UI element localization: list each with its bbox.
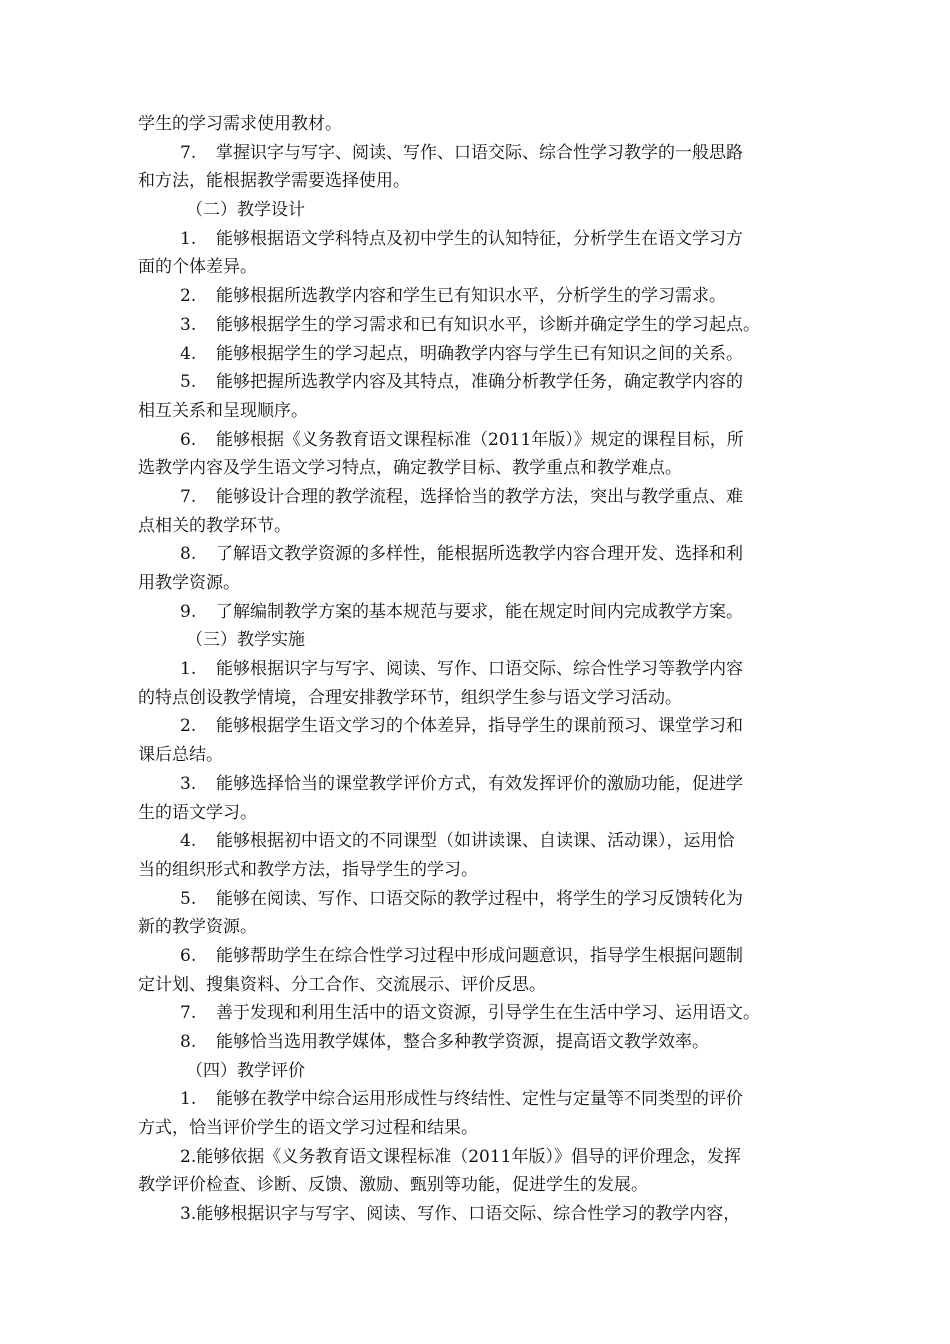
item-text: 能够在教学中综合运用形成性与终结性、定性与定量等不同类型的评价 bbox=[216, 1089, 743, 1110]
item-number: 7. bbox=[180, 1003, 197, 1024]
item-text: 了解编制教学方案的基本规范与要求，能在规定时间内完成教学方案。 bbox=[216, 601, 743, 622]
list-item-7-line-1 bbox=[138, 139, 828, 168]
item-text: 善于发现和利用生活中的语文资源，引导学生在生活中学习、运用语文。 bbox=[216, 1003, 760, 1024]
item-text: 能够帮助学生在综合性学习过程中形成问题意识，指导学生根据问题制 bbox=[216, 945, 743, 966]
item-text: 能够根据所选教学内容和学生已有知识水平，分析学生的学习需求。 bbox=[216, 286, 726, 307]
design-item-6-line-1 bbox=[138, 426, 828, 455]
implement-item-4-line-1 bbox=[138, 827, 828, 856]
design-item-1-line-1 bbox=[138, 225, 828, 254]
item-text: 能够根据识字与写字、阅读、写作、口语交际、综合性学习等教学内容 bbox=[216, 659, 743, 680]
item-number: 4. bbox=[180, 343, 197, 364]
design-item-5-line-1 bbox=[138, 368, 828, 397]
implement-item-3-line-2: 生的语文学习。 bbox=[138, 802, 257, 823]
evaluation-item-1-line-1 bbox=[138, 1085, 828, 1114]
design-item-5-line-2: 相互关系和呈现顺序。 bbox=[138, 400, 308, 421]
item-number: 8. bbox=[180, 1032, 197, 1052]
design-item-4 bbox=[138, 340, 828, 369]
item-text: 能够根据初中语文的不同课型（如讲读课、自读课、活动课），运用恰 bbox=[216, 831, 735, 852]
item-number: 4. bbox=[180, 831, 197, 852]
design-item-1-line-2: 面的个体差异。 bbox=[138, 257, 257, 278]
evaluation-item-3-line-1: 3.能够根据识字与写字、阅读、写作、口语交际、综合性学习的教学内容， bbox=[180, 1204, 741, 1225]
section-heading-2: （二）教学设计 bbox=[186, 200, 305, 221]
design-item-8-line-1 bbox=[138, 540, 828, 569]
item-text: 能够根据学生语文学习的个体差异，指导学生的课前预习、课堂学习和 bbox=[216, 716, 743, 737]
design-item-7-line-1 bbox=[138, 483, 828, 512]
implement-item-7 bbox=[138, 999, 828, 1028]
design-item-7-line-2: 点相关的教学环节。 bbox=[138, 515, 291, 536]
item-text: 能够设计合理的教学流程，选择恰当的教学方法，突出与教学重点、难 bbox=[216, 486, 743, 507]
evaluation-item-1-line-2: 方式，恰当评价学生的语文学习过程和结果。 bbox=[138, 1118, 478, 1139]
item-number: 1. bbox=[180, 1089, 197, 1110]
implement-item-2-line-1 bbox=[138, 712, 828, 741]
implement-item-5-line-2: 新的教学资源。 bbox=[138, 917, 257, 938]
item-number: 3. bbox=[180, 773, 197, 794]
item-number: 2. bbox=[180, 716, 197, 737]
item-number: 5. bbox=[180, 372, 197, 393]
evaluation-item-2-line-1: 2.能够依据《义务教育语文课程标准（2011年版）》倡导的评价理念，发挥 bbox=[180, 1146, 741, 1167]
list-item-7-line-2: 和方法，能根据教学需要选择使用。 bbox=[138, 171, 410, 192]
implement-item-5-line-1 bbox=[138, 885, 828, 914]
item-number: 7. bbox=[180, 486, 197, 507]
item-number: 8. bbox=[180, 544, 197, 565]
item-number: 2. bbox=[180, 286, 197, 307]
implement-item-2-line-2: 课后总结。 bbox=[138, 745, 223, 766]
item-text: 能够根据学生的学习起点，明确教学内容与学生已有知识之间的关系。 bbox=[216, 343, 743, 364]
item-text: 能够根据《义务教育语文课程标准（2011年版）》规定的课程目标，所 bbox=[216, 429, 744, 450]
item-text: 掌握识字与写字、阅读、写作、口语交际、综合性学习教学的一般思路 bbox=[216, 142, 743, 163]
item-text: 能够在阅读、写作、口语交际的教学过程中，将学生的学习反馈转化为 bbox=[216, 888, 743, 909]
implement-item-3-line-1 bbox=[138, 770, 828, 799]
item-number: 1. bbox=[180, 228, 197, 249]
item-number: 5. bbox=[180, 888, 197, 909]
item-text: 了解语文教学资源的多样性，能根据所选教学内容合理开发、选择和利 bbox=[216, 544, 743, 565]
design-item-6-line-2: 选教学内容及学生语文学习特点，确定教学目标、教学重点和教学难点。 bbox=[138, 458, 682, 479]
implement-item-8 bbox=[138, 1028, 828, 1057]
item-number: 6. bbox=[180, 429, 197, 450]
item-number: 6. bbox=[180, 945, 197, 966]
item-number: 3. bbox=[180, 314, 197, 335]
implement-item-6-line-2: 定计划、搜集资料、分工合作、交流展示、评价反思。 bbox=[138, 974, 546, 995]
evaluation-item-2-line-2: 教学评价检查、诊断、反馈、激励、甄别等功能，促进学生的发展。 bbox=[138, 1175, 648, 1196]
design-item-2 bbox=[138, 282, 828, 311]
item-text: 能够恰当选用教学媒体，整合多种教学资源，提高语文教学效率。 bbox=[216, 1032, 709, 1052]
item-text: 能够把握所选教学内容及其特点，准确分析教学任务，确定教学内容的 bbox=[216, 372, 743, 393]
design-item-3 bbox=[138, 311, 828, 340]
implement-item-4-line-2: 当的组织形式和教学方法，指导学生的学习。 bbox=[138, 859, 478, 880]
design-item-9 bbox=[138, 598, 828, 627]
item-number: 7. bbox=[180, 142, 197, 163]
item-text: 能够根据学生的学习需求和已有知识水平，诊断并确定学生的学习起点。 bbox=[216, 314, 760, 335]
item-number: 1. bbox=[180, 659, 197, 680]
section-heading-4: （四）教学评价 bbox=[186, 1060, 305, 1081]
paragraph-line: 学生的学习需求使用教材。 bbox=[138, 114, 342, 134]
implement-item-1-line-1 bbox=[138, 655, 828, 684]
document-body bbox=[138, 110, 828, 1229]
section-heading-3: （三）教学实施 bbox=[186, 630, 305, 651]
item-number: 9. bbox=[180, 601, 197, 622]
implement-item-6-line-1 bbox=[138, 942, 828, 971]
design-item-8-line-2: 用教学资源。 bbox=[138, 573, 240, 593]
item-text: 能够根据语文学科特点及初中学生的认知特征，分析学生在语文学习方 bbox=[216, 228, 743, 249]
implement-item-1-line-2: 的特点创设教学情境，合理安排教学环节，组织学生参与语文学习活动。 bbox=[138, 687, 682, 708]
item-text: 能够选择恰当的课堂教学评价方式，有效发挥评价的激励功能，促进学 bbox=[216, 773, 743, 794]
